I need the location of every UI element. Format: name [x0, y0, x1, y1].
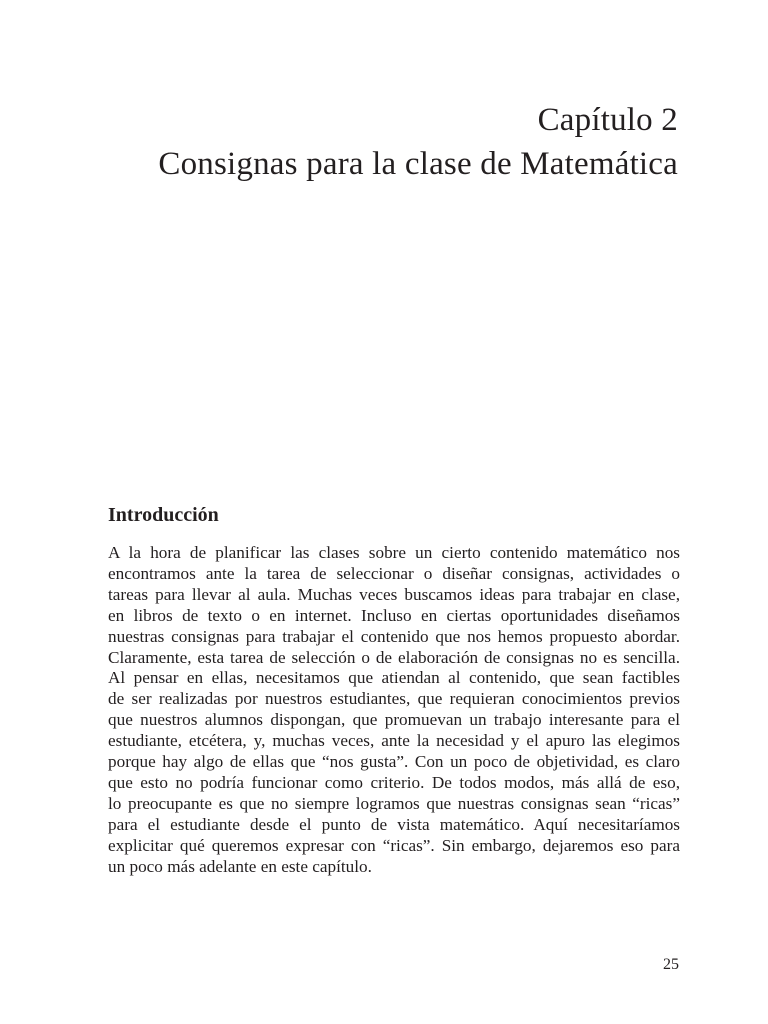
body-paragraph	[108, 543, 680, 878]
paragraph-line: porque hay algo de ellas que “nos gusta”. Con un poco de objetividad, es claro	[108, 752, 680, 772]
chapter-label: Capítulo 2	[537, 102, 678, 138]
paragraph-line: en libros de texto o en internet. Incluso en ciertas oportunidades diseñamos	[108, 605, 680, 625]
paragraph-line: de ser realizadas por nuestros estudiantes, que requieran conocimientos previos	[108, 689, 680, 709]
paragraph-line: Claramente, esta tarea de selección o de elaboración de consignas no es sencilla.	[108, 647, 680, 667]
paragraph-line: explicitar qué queremos expresar con “ricas”. Sin embargo, dejaremos eso para	[108, 835, 680, 855]
paragraph-line: que esto no podría funcionar como criterio. De todos modos, más allá de eso,	[108, 772, 680, 792]
paragraph-line: encontramos ante la tarea de seleccionar o diseñar consignas, actividades o	[108, 563, 680, 583]
section-heading: Introducción	[108, 504, 219, 526]
paragraph-line: A la hora de planificar las clases sobre un cierto contenido matemático nos	[108, 543, 680, 562]
paragraph-line: lo preocupante es que no siempre logramos que nuestras consignas sean “ricas”	[108, 793, 680, 813]
chapter-title: Consignas para la clase de Matemática	[158, 146, 678, 182]
paragraph-line: estudiante, etcétera, y, muchas veces, ante la necesidad y el apuro las elegimos	[108, 731, 680, 751]
paragraph-line: un poco más adelante en este capítulo.	[108, 856, 372, 876]
chapter-heading	[158, 98, 678, 186]
paragraph-line: que nuestros alumnos dispongan, que promuevan un trabajo interesante para el	[108, 710, 680, 730]
page-number: 25	[663, 956, 679, 973]
paragraph-line: nuestras consignas para trabajar el contenido que nos hemos propuesto abordar.	[108, 626, 680, 646]
paragraph-line: tareas para llevar al aula. Muchas veces buscamos ideas para trabajar en clase,	[108, 584, 680, 604]
paragraph-line: para el estudiante desde el punto de vista matemático. Aquí necesitaríamos	[108, 814, 680, 834]
paragraph-line: Al pensar en ellas, necesitamos que atiendan al contenido, que sean factibles	[108, 668, 680, 688]
